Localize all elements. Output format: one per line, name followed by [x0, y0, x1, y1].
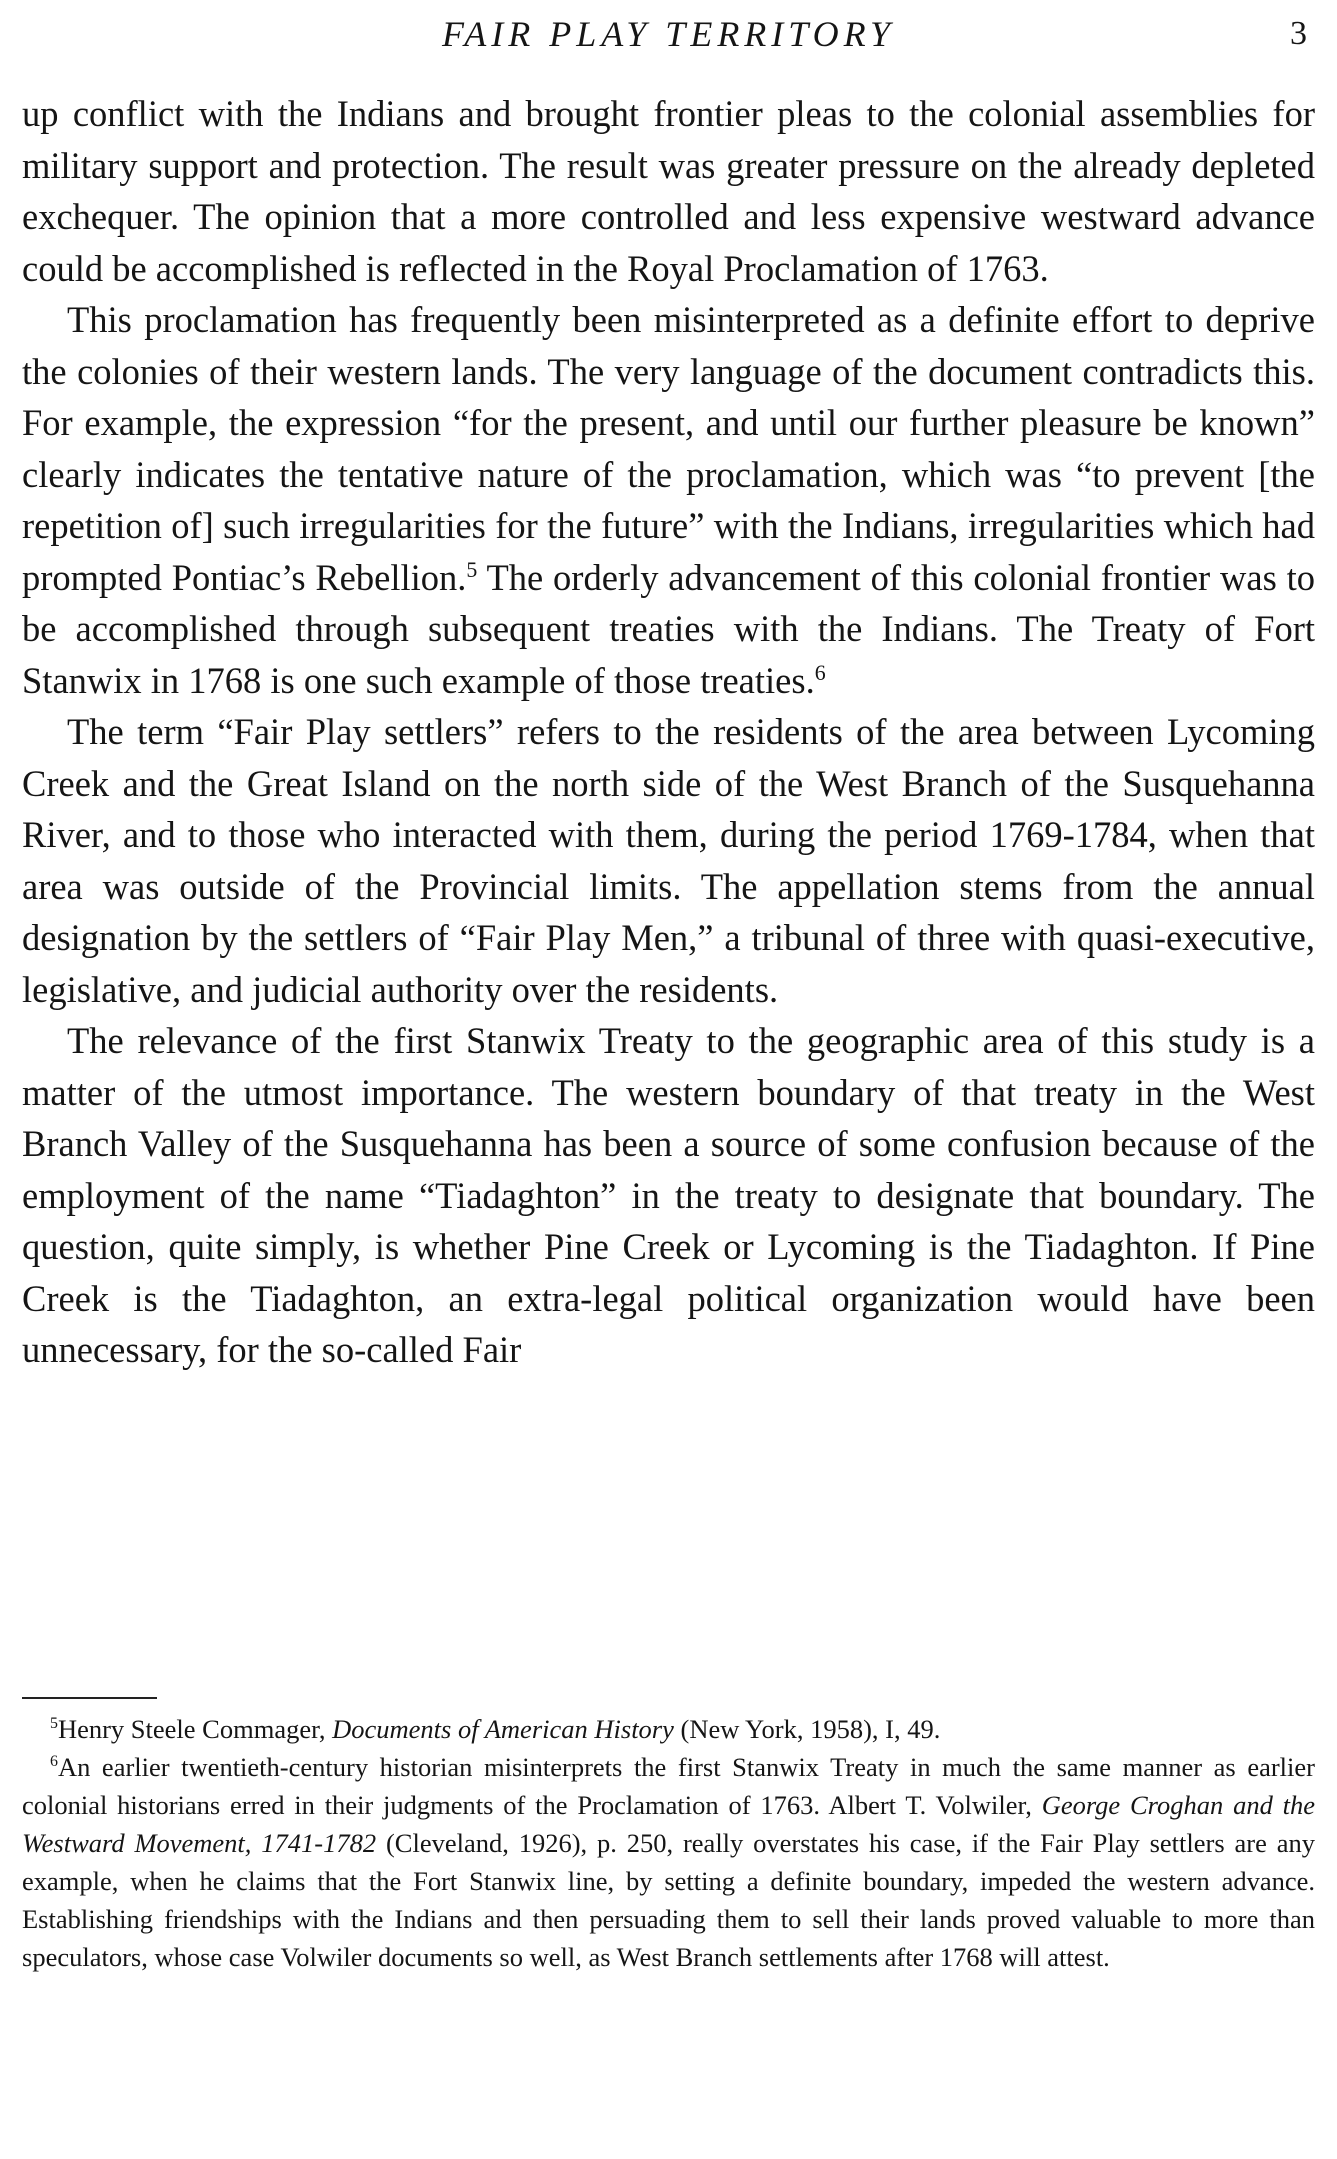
paragraph-text: This proclamation has frequently been misinterpreted as a definite effort to deprive the colonies of their western lands. The very language of the document contradicts this. For example, the expression “for the present, and until our further pleasure be known” clearly indicates the tentative nature of the proclamation, which was “to prevent [the repetition of] such irregularities for the future” with the Indians, irregularities which had prompted Pontiac’s Rebellion. — [22, 299, 1315, 598]
page-header — [0, 10, 1337, 60]
footnote-text: Henry Steele Commager, — [57, 1714, 333, 1744]
paragraph-stanwix-treaty: The relevance of the first Stanwix Treaty to the geographic area of this study is a matter of the utmost importance. The western boundary of that treaty in the West Branch Valley of the Susquehanna has been a source of some confusion because of the employment of the name “Tiadaghton” in the treaty to designate that boundary. The question, quite simply, is whether Pine Creek or Lycoming is the Tiadaghton. If Pine Creek is the Tiadaghton, an extra-legal political organization would have been unnecessary, for the so-called Fair — [22, 1020, 1315, 1370]
footnote-text: An earlier twentieth-century historian misinterprets the first Stanwix Treaty in much the same manner as earlier colonial historians erred in their judgments of the Proclamation of 1763. Albert T. Volwiler, — [22, 1752, 1315, 1820]
footnote-divider — [22, 1697, 157, 1699]
footnote-text: (New York, 1958), I, 49. — [673, 1714, 941, 1744]
body-text — [22, 88, 1315, 1376]
paragraph-continued: up conflict with the Indians and brought frontier pleas to the colonial assemblies for military support and protection. The result was greater pressure on the already depleted exchequer. The opinion that a more controlled and less expensive westward advance could be accomplished is reflected in the Royal Proclamation of 1763. — [22, 93, 1315, 289]
paragraph-fair-play-settlers: The term “Fair Play settlers” refers to the residents of the area between Lycoming Creek and the Great Island on the north side of the West Branch of the Susquehanna River, and to those who interacted with them, during the period 1769-1784, when that area was outside of the Provincial limits. The appellation stems from the annual designation by the settlers of “Fair Play Men,” a tribunal of three with quasi-executive, legislative, and judicial authority over the residents. — [22, 711, 1315, 1010]
page-number: 3 — [1290, 15, 1307, 52]
footnote-number: 5 — [50, 1715, 58, 1733]
paragraph-proclamation — [22, 294, 1315, 706]
footnote-number: 6 — [50, 1753, 58, 1771]
footnote-ref-5: 5 — [466, 556, 478, 582]
footnote-title: Documents of American History — [332, 1714, 674, 1744]
paragraph-text: The orderly advancement of this colonial frontier was to be accomplished through subsequent treaties with the Indians. The Treaty of Fort Stanwix in 1768 is one such example of those treaties. — [22, 556, 1315, 701]
footnote-5 — [22, 1710, 1315, 1748]
footnote-ref-6: 6 — [814, 659, 826, 685]
footnote-6 — [22, 1748, 1315, 1976]
footnote-title: George Croghan and the Westward Movement, 1741-1782 — [22, 1790, 1316, 1858]
footnotes — [22, 1710, 1315, 1976]
footnote-text: (Cleveland, 1926), p. 250, really overstates his case, if the Fair Play settlers are any example, when he claims that the Fort Stanwix line, by setting a definite boundary, impeded the western advance. Establishing friendships with the Indians and then persuading them to sell their lands proved valuable to more than speculators, whose case Volwiler documents so well, as West Branch settlements after 1768 will attest. — [22, 1828, 1315, 1972]
running-title: FAIR PLAY TERRITORY — [441, 14, 896, 54]
